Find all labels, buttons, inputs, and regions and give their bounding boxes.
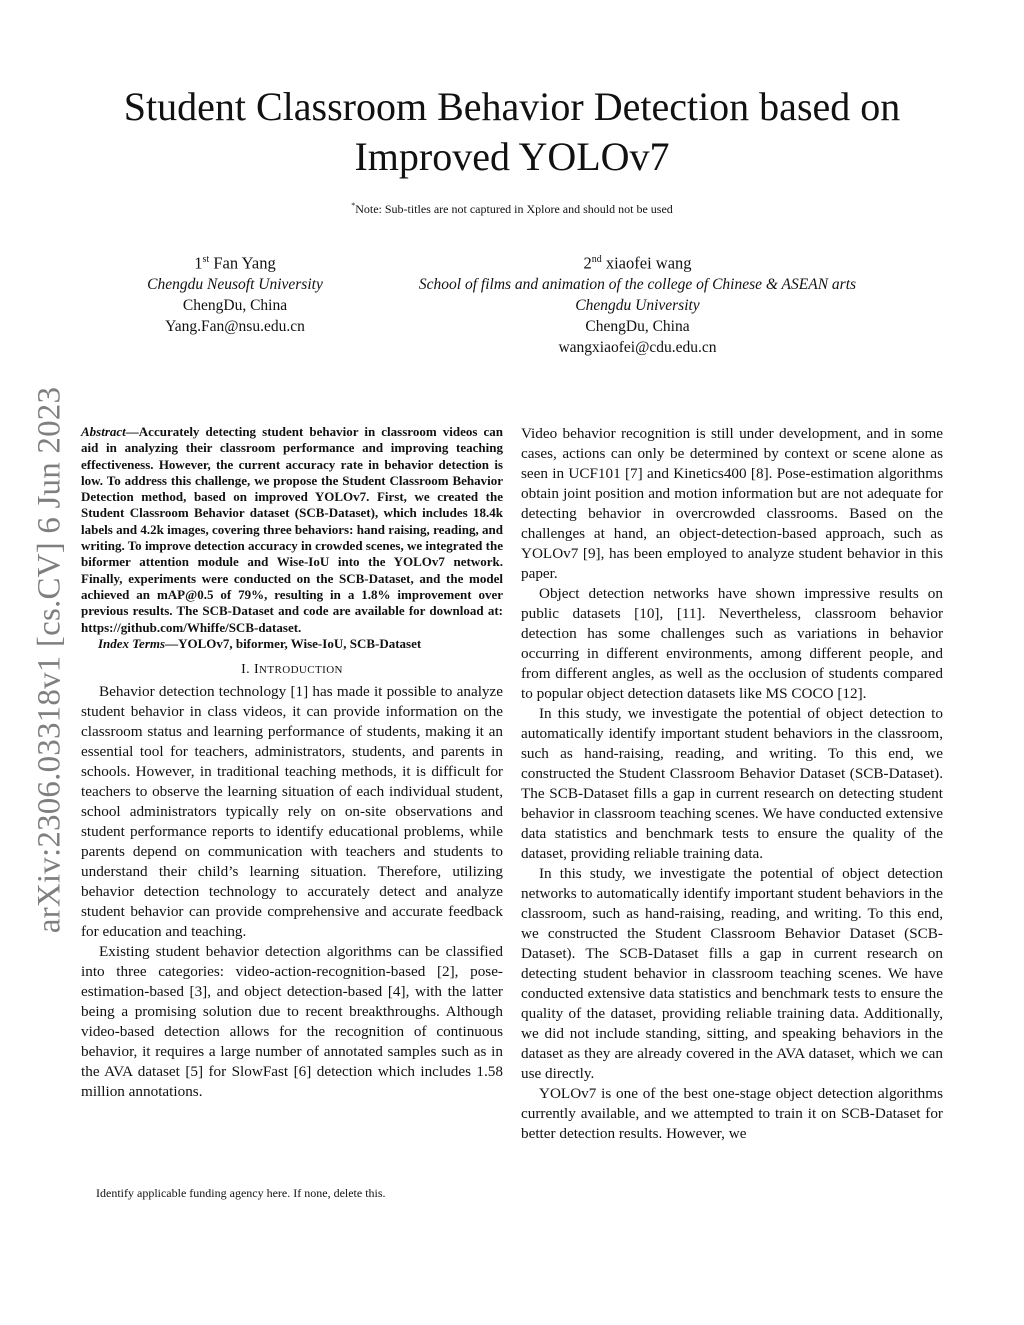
section-initial: I: [253, 662, 260, 678]
note-text: Note: Sub-titles are not captured in Xplore and should not be used: [355, 202, 673, 216]
section-heading-introduction: [81, 662, 503, 678]
title-line-2: Improved YOLOv7: [354, 134, 670, 179]
author-affiliation-university: Chengdu University: [575, 296, 700, 314]
funding-footnote: Identify applicable funding agency here. If none, delete this.: [96, 1186, 386, 1200]
left-column: [81, 424, 503, 1102]
section-title-rest: NTRODUCTION: [259, 664, 343, 677]
author-name-line: [370, 249, 905, 274]
title-line-1: Student Classroom Behavior Detection based on: [123, 84, 901, 129]
author-name: Fan Yang: [213, 253, 276, 273]
paper-title: [60, 82, 964, 182]
author-affiliation: Chengdu Neusoft University: [147, 275, 323, 293]
author-ordinal: 1: [194, 253, 203, 273]
abstract: [81, 424, 503, 636]
note-marker: *: [351, 201, 356, 210]
author-email: Yang.Fan@nsu.edu.cn: [165, 317, 305, 335]
author-name: xiaofei wang: [605, 253, 692, 273]
author-name-line: [110, 249, 360, 274]
paragraph: Behavior detection technology [1] has made it possible to analyze student behavior in class videos, it can provide information on the classroom status and learning performance of students, making it an essential tool for teachers, administrators, students, and parents in schools. However, in traditional teaching methods, it is difficult for teachers to observe the learning situation of each individual student, school administrators typically rely on on-site observations and student performance reports to identify educational problems, while parents depend on communication with teachers and students to understand their child’s learning situation. Therefore, utilizing behavior detection technology to accurately detect and analyze student behavior can provide comprehensive and accurate feedback for education and teaching.: [81, 683, 503, 941]
author-ordinal-suffix: st: [202, 254, 210, 265]
author-ordinal: 2: [583, 253, 592, 273]
author-affiliation: School of films and animation of the college of Chinese & ASEAN arts: [418, 275, 857, 293]
right-column: [521, 424, 943, 1144]
arxiv-identifier: arXiv:2306.03318v1 [cs.CV] 6 Jun 2023: [31, 386, 68, 934]
paragraph: YOLOv7 is one of the best one-stage object detection algorithms currently available, and we attempted to train it on SCB-Dataset for better detection results. However, we: [521, 1085, 943, 1142]
paragraph: Existing student behavior detection algorithms can be classified into three categories: video-action-recognition-based [2], pose-estimation-based [3], and object detection-based [4], with the latter being a promising solution due to recent breakthroughs. Although video-based detection allows for the recognition of continuous behavior, it requires a large number of annotated samples such as in the AVA dataset [5] for SlowFast [6] detection which includes 1.58 million annotations.: [81, 943, 503, 1101]
author-block-2: [370, 249, 905, 358]
paragraph: In this study, we investigate the potential of object detection to automatically identify important student behaviors in the classroom, such as hand-raising, reading, and writing. To this end, we constructed the Student Classroom Behavior Dataset (SCB-Dataset). The SCB-Dataset fills a gap in current research on detecting student behavior in classroom teaching scenes. We have conducted extensive data statistics and benchmark tests to ensure the quality of the dataset, providing reliable training data.: [521, 705, 943, 862]
author-block-1: [110, 249, 360, 337]
subtitle-note: [212, 201, 812, 217]
abstract-label: Abstract: [81, 424, 126, 439]
paragraph: Video behavior recognition is still under development, and in some cases, actions can only be determined by context or scene alone as seen in UCF101 [7] and Kinetics400 [8]. Pose-estimation algorithms obtain joint position and motion information but are not adequate for detecting behavior in overcrowded classrooms. Based on the challenges at hand, an object-detection-based approach, such as YOLOv7 [9], has been employed to analyze student behavior in this paper.: [521, 425, 943, 582]
index-terms-text: —YOLOv7, biformer, Wise-IoU, SCB-Dataset: [165, 635, 422, 651]
paragraph: In this study, we investigate the potential of object detection networks to automatically identify important student behaviors in the classroom, such as hand-raising, reading, and writing. To this end, we constructed the Student Classroom Behavior Dataset (SCB-Dataset). The SCB-Dataset fills a gap in current research on detecting student behavior in classroom teaching scenes. We have conducted extensive data statistics and benchmark tests to ensure the quality of the dataset, providing reliable training data. Additionally, we did not include standing, sitting, and speaking behaviors in the dataset as they are already covered in the AVA dataset, which we can use directly.: [521, 865, 943, 1082]
index-terms-label: Index Terms: [98, 635, 166, 651]
section-numeral: I.: [241, 662, 251, 678]
author-location: ChengDu, China: [585, 317, 690, 335]
author-location: ChengDu, China: [182, 296, 288, 314]
paragraph: Object detection networks have shown impressive results on public datasets [10], [11]. Nevertheless, classroom behavior detection has some challenges such as variations in behavior occurring in different environments, among different people, and from different angles, as well as the occlusion of students compared to popular object detection datasets like MS COCO [12].: [521, 585, 943, 702]
author-ordinal-suffix: nd: [591, 254, 602, 265]
abstract-text: —Accurately detecting student behavior in classroom videos can aid in analyzing their classroom performance and improving teaching effectiveness. However, the current accuracy rate in behavior detection is low. To address this challenge, we propose the Student Classroom Behavior Detection method, based on improved YOLOv7. First, we created the Student Classroom Behavior dataset (SCB-Dataset), which includes 18.4k labels and 4.2k images, covering three behaviors: hand raising, reading, and writing. To improve detection accuracy in crowded scenes, we integrated the biformer attention module and Wise-IoU into the YOLOv7 network. Finally, experiments were conducted on the SCB-Dataset, and the model achieved an mAP@0.5 of 79%, resulting in a 1.8% improvement over previous results. The SCB-Dataset and code are available for download at: https://github.com/Whiffe/SCB-dataset.: [81, 424, 503, 635]
author-email: wangxiaofei@cdu.edu.cn: [558, 338, 717, 356]
index-terms: [81, 636, 503, 652]
